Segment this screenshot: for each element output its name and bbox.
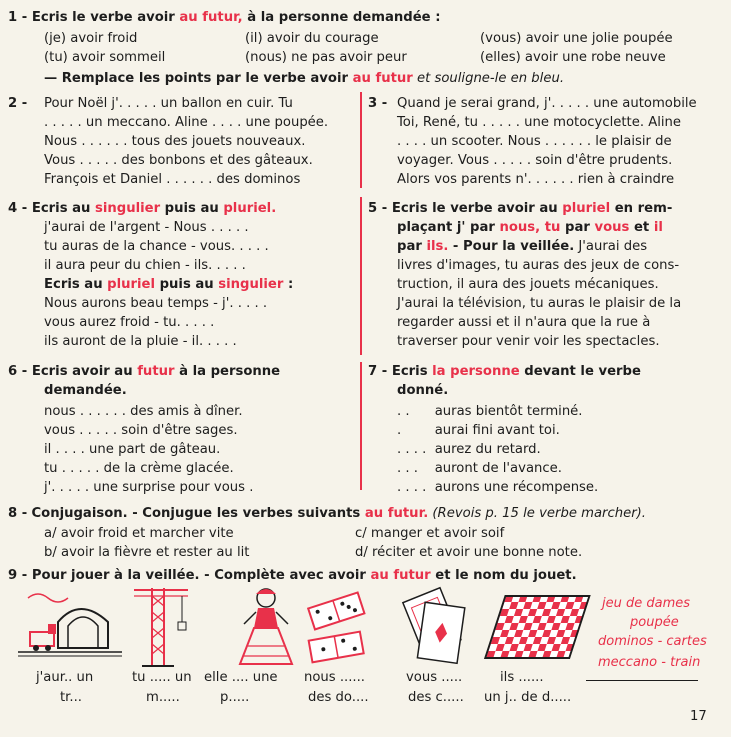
ex9-blank: des c..... bbox=[408, 690, 464, 705]
ex1-item: (il) avoir du courage bbox=[245, 31, 379, 46]
ex9-blank: nous ...... bbox=[304, 670, 365, 685]
ex1-item: (je) avoir froid bbox=[44, 31, 138, 46]
ex1-item: (vous) avoir une jolie poupée bbox=[480, 31, 673, 46]
ex2-number: 2 - bbox=[8, 96, 28, 111]
ex9-blank: p..... bbox=[220, 690, 250, 705]
ex7-line: . . . . aurons une récompense. bbox=[397, 480, 599, 495]
ex1-title: 1 - Ecris le verbe avoir au futur, à la personne demandée : bbox=[8, 10, 441, 25]
cards-illustration bbox=[400, 586, 472, 666]
ex3-line: voyager. Vous . . . . . soin d'être prudents. bbox=[397, 153, 673, 168]
ex9-blank: elle .... une bbox=[204, 670, 278, 685]
ex7-line: . . . auront de l'avance. bbox=[397, 461, 562, 476]
ex4-line: vous aurez froid - tu. . . . . bbox=[44, 315, 215, 330]
ex5-line: regarder aussi et il n'aura que la rue à bbox=[397, 315, 651, 330]
column-divider bbox=[360, 197, 362, 355]
ex3-line: Quand je serai grand, j'. . . . . une automobile bbox=[397, 96, 697, 111]
ex4-line: ils auront de la pluie - il. . . . . bbox=[44, 334, 237, 349]
ex5-title-line2: plaçant j' par nous, tu par vous et il bbox=[397, 220, 663, 235]
ex6-line: il . . . . une part de gâteau. bbox=[44, 442, 221, 457]
ex8-item: a/ avoir froid et marcher vite bbox=[44, 526, 234, 541]
ex6-line: tu . . . . . de la crème glacée. bbox=[44, 461, 234, 476]
ex6-title-line1: 6 - Ecris avoir au futur à la personne bbox=[8, 364, 281, 379]
ex2-line: Pour Noël j'. . . . . un ballon en cuir. Tu bbox=[44, 96, 293, 111]
ex9-title: 9 - Pour jouer à la veillée. - Complète avec avoir au futur et le nom du jouet. bbox=[8, 568, 577, 583]
ex3-number: 3 - bbox=[368, 96, 388, 111]
legend-underline bbox=[586, 680, 698, 681]
ex6-line: nous . . . . . . des amis à dîner. bbox=[44, 404, 243, 419]
ex4-line: il aura peur du chien - ils. . . . . bbox=[44, 258, 246, 273]
ex2-line: Vous . . . . . des bonbons et des gâteaux. bbox=[44, 153, 313, 168]
ex4-line: tu auras de la chance - vous. . . . . bbox=[44, 239, 269, 254]
ex1-item: (nous) ne pas avoir peur bbox=[245, 50, 407, 65]
legend-item: dominos - cartes bbox=[598, 634, 707, 649]
legend-item: meccano - train bbox=[598, 655, 701, 670]
column-divider bbox=[360, 92, 362, 188]
ex5-line: J'aurai la télévision, tu auras le plaisir de la bbox=[397, 296, 682, 311]
ex9-blank: m..... bbox=[146, 690, 180, 705]
ex1-subtitle: — Remplace les points par le verbe avoir au futur et souligne-le en bleu. bbox=[44, 71, 565, 86]
ex8-item: c/ manger et avoir soif bbox=[355, 526, 505, 541]
ex3-line: Toi, René, tu . . . . . une motocyclette. Aline bbox=[397, 115, 682, 130]
ex8-item: b/ avoir la fièvre et rester au lit bbox=[44, 545, 250, 560]
doll-illustration bbox=[232, 584, 300, 668]
ex9-blank: ils ...... bbox=[500, 670, 544, 685]
ex2-line: François et Daniel . . . . . . des dominos bbox=[44, 172, 301, 187]
legend-item: jeu de dames bbox=[602, 596, 691, 611]
ex8-item: d/ réciter et avoir une bonne note. bbox=[355, 545, 583, 560]
ex4-title: 4 - Ecris au singulier puis au pluriel. bbox=[8, 201, 277, 216]
dominoes-illustration bbox=[302, 590, 370, 664]
ex5-line: livres d'images, tu auras des jeux de cons- bbox=[397, 258, 680, 273]
train-illustration bbox=[18, 588, 122, 664]
ex9-blank: un j.. de d..... bbox=[484, 690, 572, 705]
ex7-line: . . . . aurez du retard. bbox=[397, 442, 541, 457]
ex5-title-line3: par ils. - Pour la veillée. J'aurai des bbox=[397, 239, 648, 254]
ex6-title-line2: demandée. bbox=[44, 383, 127, 398]
ex1-number: 1 bbox=[8, 10, 18, 25]
ex7-title-line2: donné. bbox=[397, 383, 449, 398]
ex5-line: traverser pour venir voir les spectacles. bbox=[397, 334, 660, 349]
checkerboard-illustration bbox=[480, 588, 592, 666]
ex4-line: Nous aurons beau temps - j'. . . . . bbox=[44, 296, 268, 311]
column-divider bbox=[360, 362, 362, 490]
ex6-line: vous . . . . . soin d'être sages. bbox=[44, 423, 238, 438]
ex1-item: (tu) avoir sommeil bbox=[44, 50, 166, 65]
ex9-blank: vous ..... bbox=[406, 670, 463, 685]
ex7-line: . . auras bientôt terminé. bbox=[397, 404, 583, 419]
ex1-item: (elles) avoir une robe neuve bbox=[480, 50, 666, 65]
ex8-title: 8 - Conjugaison. - Conjugue les verbes suivants au futur. (Revois p. 15 le verbe marcher). bbox=[8, 506, 646, 521]
ex7-line: . aurai fini avant toi. bbox=[397, 423, 560, 438]
page-number: 17 bbox=[690, 709, 707, 724]
ex5-line: truction, il aura des jouets mécaniques. bbox=[397, 277, 659, 292]
ex6-line: j'. . . . . une surprise pour vous . bbox=[44, 480, 254, 495]
legend-item: poupée bbox=[630, 615, 679, 630]
ex2-line: . . . . . un meccano. Aline . . . . une poupée. bbox=[44, 115, 329, 130]
ex5-title-line1: 5 - Ecris le verbe avoir au pluriel en rem- bbox=[368, 201, 673, 216]
ex2-line: Nous . . . . . . tous des jouets nouveaux. bbox=[44, 134, 306, 149]
ex9-blank: j'aur.. un bbox=[36, 670, 94, 685]
ex9-blank: des do.... bbox=[308, 690, 369, 705]
ex3-line: Alors vos parents n'. . . . . . rien à craindre bbox=[397, 172, 675, 187]
ex3-line: . . . . un scooter. Nous . . . . . . le plaisir de bbox=[397, 134, 672, 149]
ex9-blank: tu ..... un bbox=[132, 670, 192, 685]
ex4-line: j'aurai de l'argent - Nous . . . . . bbox=[44, 220, 249, 235]
meccano-crane-illustration bbox=[130, 582, 190, 668]
ex9-blank: tr... bbox=[60, 690, 82, 705]
ex7-title-line1: 7 - Ecris la personne devant le verbe bbox=[368, 364, 641, 379]
ex4-subtitle: Ecris au pluriel puis au singulier : bbox=[44, 277, 294, 292]
